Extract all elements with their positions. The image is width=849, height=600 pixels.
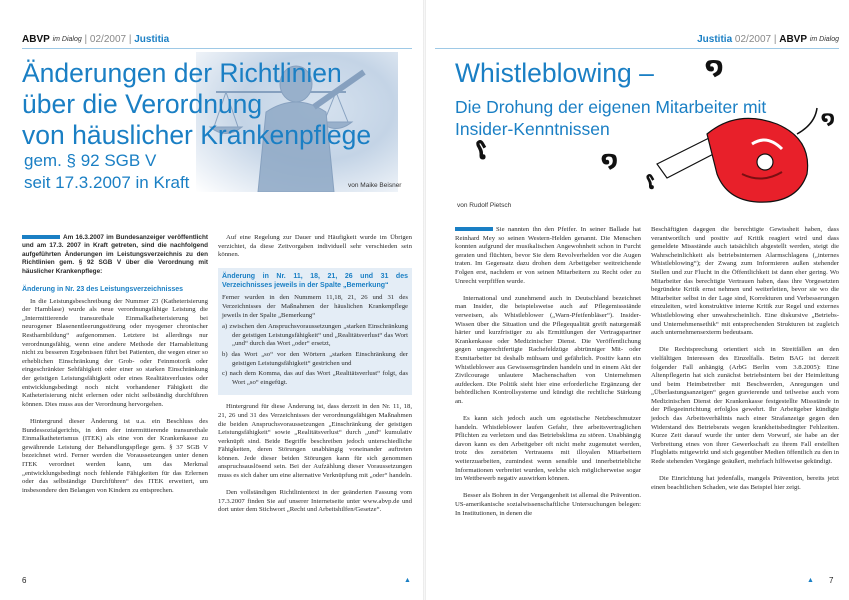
brand-suffix: im Dialog (809, 36, 839, 43)
author-byline: von Maike Beisner (348, 182, 402, 189)
brand: ABVP (779, 34, 808, 45)
subtitle-line-1: gem. § 92 SGB V (24, 151, 157, 170)
left-page (0, 0, 424, 600)
right-page-header (697, 34, 839, 46)
spiral-icon: ໑ (705, 52, 724, 80)
section-name: Justitia (134, 34, 170, 45)
section-name: Justitia (697, 34, 733, 45)
subtitle-line-2: Insider-Kenntnissen (455, 119, 610, 139)
paragraph: Besser als Bohren in der Vergangenheit ist allemal die Prävention. US-amerikanische sozialwissenschaftliche Untersuchungen belegen: In Institutionen, in denen die (455, 492, 641, 517)
issue-number: | 02/2007 | (84, 34, 132, 45)
lead-paragraph (22, 234, 208, 276)
paragraph: Die Einrichtung hat jedenfalls, mangels Prävention, bereits jetzt einen beachtlichen Schaden, wie das Beispiel hier zeigt. (651, 475, 839, 491)
article-title: Whistleblowing – (455, 58, 654, 88)
header-rule (435, 48, 839, 49)
box-list (222, 323, 408, 387)
section-heading: Änderung in Nr. 23 des Leistungsverzeichnisses (22, 285, 184, 293)
right-column-1 (455, 226, 641, 527)
brand-suffix: im Dialog (52, 36, 82, 43)
paragraph: Es kann sich jedoch auch um egoistische Netzbeschmutzer handeln. Whistleblower laufen Gefahr, ihre arbeitsvertraglichen Pflichten zu verletzen und das Betriebsklima zu stören. Unabhängig davon kann es den Arbeitgeber oft nicht mehr zugemutet werden, trotz des zerstörten Vertrauens mit illoyalen Mitarbeitern weiterzuarbeiten, zumindest wenn sensible und innerbetriebliche Informationen verbreitet wurden, welche sich möglicherweise sogar im Wettbewerb negativ auswirken können. (455, 415, 641, 483)
box-intro: Ferner wurden in den Nummern 11,18, 21, 26 und 31 des Verzeichnisses der Maßnahmen der häuslichen Krankenpflege jeweils in der Spalte „Bemerkung“ (222, 294, 408, 319)
spiral-icon: ໑ (821, 108, 835, 129)
spiral-icon: ໑ (601, 148, 618, 173)
continue-arrow-icon: ▲ (807, 576, 814, 584)
list-item: c) nach dem Komma, das auf das Wort „Realitätsverlust“ folgt, das Wort „so“ eingefügt. (222, 370, 408, 386)
title-line-2: über die Verordnung (22, 89, 263, 119)
lead-bar (22, 235, 60, 239)
paragraph: International und zunehmend auch in Deutschland bezeichnet man Insider, die beispielsweise auch auf Pflegemissstände verweisen, als Whistleblower („Warn-Pfeifenbläser“). Insider-Wissen über die Situation und die Pflegequalität greift naturgemäß härter und kurzfristiger zu als Ermittlungen der Vertragspartner Krankenkasse oder Medizinischer Dienst. Die Veröffentlichung gegen ungerechtfertigte Rachefeldzüge abtrünniger Mit- oder Exmitarbeiter ist deshalb mühsam und gefährlich. Positiv kann ein Whistleblower aus Gewissensgründen handeln und in einem Akt der Zivilcourage unlautere Machenschaften von Unternehmen aufdecken. Die Politik sieht hier eine erforderliche Ergänzung der behördlichen Kontrollsysteme und kündigt die rechtliche Stärkung an. (455, 294, 641, 405)
title-line-1: Änderungen der Richtlinien (22, 58, 342, 88)
article-subtitle (24, 150, 189, 194)
right-page (425, 0, 849, 600)
whistle-icon (647, 104, 819, 214)
header-rule (22, 48, 412, 49)
spiral-icon: ໂ (647, 174, 656, 193)
paragraph: In die Leistungsbeschreibung der Nummer 23 (Katheterisierung der Harnblase) wurde als neue verordnungsfähige Leistung die „Intermittierende transurethale Einmalkatheterisierung bei neurogener Blasenentleerungsstörung oder myogener chronischer Restharnbildung“ aufgenommen. Letztere ist allerdings nur verordnungsfähig, wenn eine andere Methode der Harnableitung nicht zu besseren Ergebnissen führt bei Patienten, die wegen einer so erheblichen Einschränkung der Grob- oder Feinmotorik oder eingeschränkter Sehfähigkeit oder einer so starken Einschränkung der geistigen Leistungsfähigkeit oder eines Realitätsverlustes oder entwicklungsbedingt noch nicht vorhandener Fähigkeit die Katheterisierung nicht erlernen oder nicht selbständig durchführen können. Dies muss aus der Verordnung hervorgehen. (22, 297, 208, 408)
paragraph: Beschäftigten dagegen die berechtigte Gewissheit haben, dass verantwortlich und positiv auf Kritik reagiert wird und dass gemeldete Missstände auch tatsächlich abgestellt werden, steigt die Wahrscheinlichkeit als betriebsinternen Alarmschlagens („internes Whistleblowing“); der Zwang zum Informieren außen stehender Stellen und zur Flucht in die Öffentlichkeit ist dann eher gering. Wo Mitarbeiter das berechtigte Vertrauen haben, dass ihre Vorgesetzten begründete Kritik ernst nehmen und weiterleiten, bevor sie wo die Mitarbeiter selbst in der Lage sind, Korrekturen und Verbesserungen einzuleiten, wird konstruktive interne Kritik zur Regel und externes Whistleblowing eher unwahrscheinlich. Eine diskursive „Betriebs- und Unternehmensethik“ mit entsprechenden Strukturen ist zugleich auch unternehmensexterm bedeutsam. (651, 226, 839, 337)
brand: ABVP (22, 34, 50, 45)
spiral-icon: ໂ (477, 140, 488, 164)
author-byline: von Rudolf Pietsch (457, 202, 512, 209)
issue-number: 02/2007 | (734, 34, 777, 45)
left-page-header (22, 34, 169, 46)
article-title (22, 58, 371, 151)
page-number: 6 (22, 576, 27, 585)
paragraph: Den vollständigen Richtlinientext in der geänderten Fassung vom 17.3.2007 finden Sie auf unserer Internetseite unter www.abvp.de und dort unter dem Stichwort „Recht und Arbeitshilfen/Gesetze“. (218, 489, 412, 514)
list-item: b) das Wort „so“ vor den Wörtern „starken Einschränkung der geistigen Leistungsfähigkeit“ gestrichen und (222, 350, 408, 367)
left-column-1 (22, 234, 208, 504)
paragraph (455, 226, 641, 286)
highlight-box (218, 268, 412, 395)
subtitle-line-2: seit 17.3.2007 in Kraft (24, 173, 190, 192)
lead-text: Am 16.3.2007 im Bundesanzeiger veröffentlicht und am 17.3. 2007 in Kraft getreten, sind die nachfolgend aufgeführten Änderungen im Leistungsverzeichnis zu den Richtlinien gem. § 92 SGB V über die Verordnung mit häuslicher Krankenpflege: (22, 234, 208, 275)
lead-text: Sie nannten ihn den Pfeifer. In seiner Ballade hat Reinhard Mey so seinen Western-Helden genannt. Die Menschen konnten aufgrund der musikalischen Angewohnheit schon in Furcht geraten und flüchten, bevor Sie dem Revolverhelden vor die Augen traten. Im Gegensatz dazu drohen dem Arbeitgeber weitreichende Folgen erst, nachdem er von seinen Mitarbeitern zu Recht oder zu Unrecht verpfiffen wurde. (455, 226, 641, 285)
continue-arrow-icon: ▲ (404, 576, 411, 584)
right-column-2 (651, 226, 839, 501)
title-line-3: von häuslicher Krankenpflege (22, 120, 372, 150)
page-number: 7 (829, 576, 834, 585)
lead-bar (455, 227, 493, 231)
paragraph: Auf eine Regelung zur Dauer und Häufigkeit wurde im Übrigen verzichtet, da diese Zeitvorgaben individuell sehr verschieden sein können. (218, 234, 412, 259)
left-column-2 (218, 234, 412, 524)
paragraph: Hintergrund dieser Änderung ist u.a. ein Beschluss des Bundessozialgerichts, in dem der intermittierende transurethale Einmalkatheterismus (ITEK) als eine von der Krankenkasse zu gewährende Leistung der Behandlungspflege gem. § 37 SGB V bezeichnet wird. Ferner werden die Voraussetzungen unter denen ITEK verordnet werden kann, um das Merkmal „entwicklungsbedingt noch fehlende Fähigkeiten für das Erlernen oder das selbständige Durchführen“ des ITEK erweitert, um insbesondere den Belangen von Kindern zu entsprechen. (22, 417, 208, 494)
subtitle-line-1: Die Drohung der eigenen Mitarbeiter mit (455, 97, 767, 117)
list-item: a) zwischen den Anspruchsvoraussetzungen „starken Einschränkung der geistigen Leistungsfähigkeit“ und „Realitätsverlust“ das Wort „und“ durch das Wort „oder“ ersetzt, (222, 323, 408, 348)
paragraph: Die Rechtsprechung orientiert sich in Streitfällen an den vielfältigen Interessen des Einzelfalls. Beim BAG ist derzeit folgender Fall anhängig (ArbG Berlin vom 3.8.2005): Eine Altenpflegerin hat sich zunächst betriebsintern bei der Heimleitung und beim Heimbetreiber mit Beschwerden, Anregungen und „Überlastungsanzeigen“ gegen gravierende und teilweise auch vom Medizinischen Dienst der Krankenkasse festgestellte Missstände in der Pflegeeinrichtung erfolglos gewehrt. Ihr Arbeitgeber kündigte jedoch das Arbeitsverhältnis nach einer Strafanzeige gegen den Widerstand des Betriebsrats wegen krankheitsbedingter Fehlzeiten. Kurze Zeit darauf wurde ihr unter dem Vorwurf, sie habe an der Verbreitung eines von ihrer Gewerkschaft zu ihrem Fall erstellten Flugblatts mitgewirkt und sich gegenüber Medien öffentlich zu den in Rede stehenden Vorgänge geäußert, mehrfach hilfsweise gekündigt. (651, 346, 839, 466)
paragraph: Hintergrund für diese Änderung ist, dass derzeit in den Nr. 11, 18, 21, 26 und 31 des Verzeichnisses der verordnungsfähigen Maßnahmen die beiden Anspruchsvoraussetzungen „Einschränkung der geistigen Leistungsfähigkeit“ sowie „Realitätsverlust“ durch „und“ kumulativ verknüpft sind. Beide Begriffe beschreiben jedoch unterschiedliche Fähigkeiten, deren Störungen unabhängig voneinander auftreten können. Jede dieser beiden Störungen kann für sich genommen anspruchsauslösend sein. Bei der Aufzählung dieser Voraussetzungen muss es sich daher um eine alternative Verknüpfung mit „oder“ handeln. (218, 403, 412, 480)
box-heading: Änderung in Nr. 11, 18, 21, 26 und 31 des Verzeichnisses jeweils in der Spalte „Bemerkung“ (222, 273, 408, 290)
